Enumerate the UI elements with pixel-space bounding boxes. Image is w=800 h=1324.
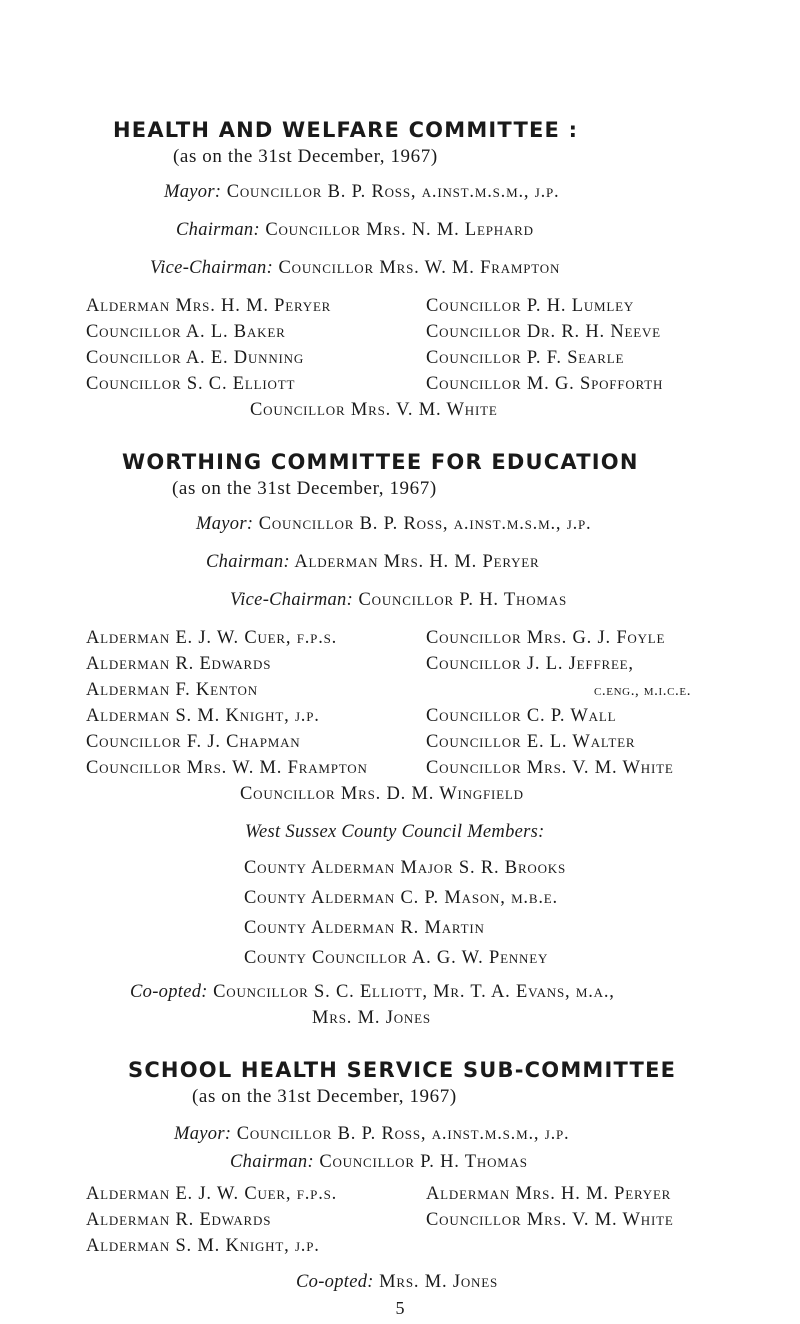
education-committee-title: WORTHING COMMITTEE FOR EDUCATION — [122, 450, 639, 474]
education-member-last: Councillor Mrs. D. M. Wingfield — [240, 784, 524, 804]
county-member: County Alderman C. P. Mason, m.b.e. — [244, 888, 558, 908]
county-member: County Alderman Major S. R. Brooks — [244, 858, 567, 878]
health-member-left: Councillor S. C. Elliott — [86, 374, 296, 394]
education-member-left: Alderman R. Edwards — [86, 654, 272, 674]
school-member-left: Alderman S. M. Knight, j.p. — [86, 1236, 320, 1256]
county-member: County Councillor A. G. W. Penney — [244, 948, 549, 968]
education-member-right-qualification: c.eng., m.i.c.e. — [594, 683, 692, 699]
health-vice-chairman — [150, 258, 560, 279]
county-members-heading: West Sussex County Council Members: — [245, 822, 545, 842]
coopted-label: Co-opted: — [296, 1272, 374, 1292]
education-vice-chairman — [230, 590, 567, 611]
coopted-label: Co-opted: — [130, 982, 208, 1002]
school-member-right: Councillor Mrs. V. M. White — [426, 1210, 674, 1230]
school-member-left: Alderman E. J. W. Cuer, f.p.s. — [86, 1184, 338, 1204]
chairman-label: Chairman: — [230, 1152, 314, 1172]
education-member-right: Councillor J. L. Jeffree, — [426, 654, 634, 674]
coopted-members: Councillor S. C. Elliott, Mr. T. A. Evans, m.a., — [213, 982, 615, 1002]
vice-chairman-label: Vice-Chairman: — [230, 590, 354, 610]
education-member-left: Alderman E. J. W. Cuer, f.p.s. — [86, 628, 338, 648]
education-member-right: Councillor Mrs. G. J. Foyle — [426, 628, 666, 648]
education-coopted-continued: Mrs. M. Jones — [312, 1008, 431, 1028]
education-member-right: Councillor C. P. Wall — [426, 706, 617, 726]
mayor-label: Mayor: — [164, 182, 222, 202]
county-member: County Alderman R. Martin — [244, 918, 485, 938]
education-member-left: Councillor F. J. Chapman — [86, 732, 301, 752]
mayor-name: Councillor B. P. Ross, a.inst.m.s.m., j.p. — [226, 182, 560, 202]
education-mayor — [196, 514, 591, 535]
school-member-right: Alderman Mrs. H. M. Peryer — [426, 1184, 672, 1204]
school-committee-title: SCHOOL HEALTH SERVICE SUB-COMMITTEE — [128, 1058, 677, 1082]
health-committee-title: HEALTH AND WELFARE COMMITTEE : — [113, 118, 579, 142]
education-member-right: Councillor Mrs. V. M. White — [426, 758, 674, 778]
vice-chairman-name: Councillor P. H. Thomas — [358, 590, 567, 610]
health-member-left: Alderman Mrs. H. M. Peryer — [86, 296, 332, 316]
health-chairman — [176, 220, 534, 241]
school-chairman — [230, 1152, 528, 1173]
health-member-right: Councillor M. G. Spofforth — [426, 374, 664, 394]
health-mayor — [164, 182, 559, 203]
health-member-last: Councillor Mrs. V. M. White — [250, 400, 498, 420]
health-member-right: Councillor P. H. Lumley — [426, 296, 635, 316]
mayor-name: Councillor B. P. Ross, a.inst.m.s.m., j.p. — [236, 1124, 570, 1144]
education-member-left: Councillor Mrs. W. M. Frampton — [86, 758, 368, 778]
mayor-name: Councillor B. P. Ross, a.inst.m.s.m., j.p. — [258, 514, 592, 534]
health-member-left: Councillor A. E. Dunning — [86, 348, 305, 368]
health-member-right: Councillor P. F. Searle — [426, 348, 625, 368]
chairman-name: Alderman Mrs. H. M. Peryer — [294, 552, 540, 572]
school-member-left: Alderman R. Edwards — [86, 1210, 272, 1230]
health-as-of: (as on the 31st December, 1967) — [173, 146, 438, 167]
page-number: 5 — [395, 1298, 405, 1318]
health-member-right: Councillor Dr. R. H. Neeve — [426, 322, 661, 342]
mayor-label: Mayor: — [196, 514, 254, 534]
education-chairman — [206, 552, 539, 573]
vice-chairman-label: Vice-Chairman: — [150, 258, 274, 278]
education-as-of: (as on the 31st December, 1967) — [172, 478, 437, 499]
education-member-left: Alderman S. M. Knight, j.p. — [86, 706, 320, 726]
education-member-right: Councillor E. L. Walter — [426, 732, 636, 752]
chairman-label: Chairman: — [176, 220, 260, 240]
education-coopted — [130, 982, 615, 1003]
coopted-members: Mrs. M. Jones — [379, 1272, 499, 1292]
school-mayor — [174, 1124, 569, 1145]
health-member-left: Councillor A. L. Baker — [86, 322, 286, 342]
vice-chairman-name: Councillor Mrs. W. M. Frampton — [278, 258, 561, 278]
school-coopted — [296, 1272, 498, 1293]
chairman-label: Chairman: — [206, 552, 290, 572]
education-member-left: Alderman F. Kenton — [86, 680, 258, 700]
mayor-label: Mayor: — [174, 1124, 232, 1144]
school-as-of: (as on the 31st December, 1967) — [192, 1086, 457, 1107]
chairman-name: Councillor P. H. Thomas — [319, 1152, 528, 1172]
chairman-name: Councillor Mrs. N. M. Lephard — [265, 220, 534, 240]
